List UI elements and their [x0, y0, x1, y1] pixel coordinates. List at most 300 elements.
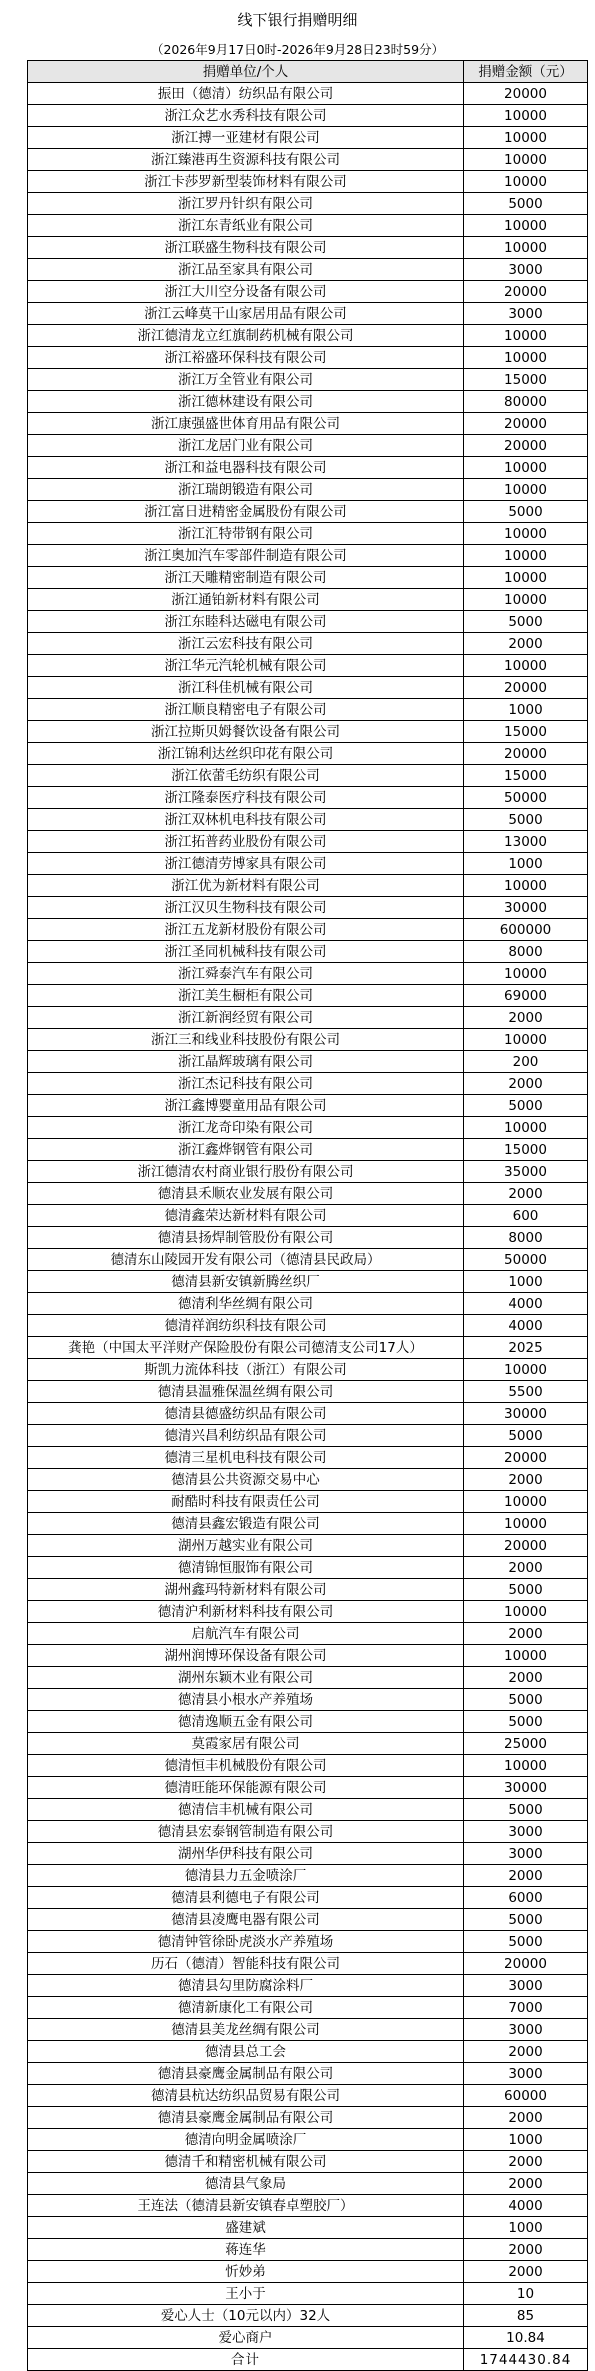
amount-cell: 4000: [464, 2195, 588, 2217]
amount-cell: 1000: [464, 2129, 588, 2151]
table-row: [28, 1337, 588, 1359]
amount-cell: 10000: [464, 655, 588, 677]
donor-name-cell: 浙江云宏科技有限公司: [28, 633, 464, 655]
table-row: [28, 1249, 588, 1271]
table-row: [28, 1183, 588, 1205]
amount-cell: 15000: [464, 765, 588, 787]
table-row: [28, 1667, 588, 1689]
table-row: [28, 479, 588, 501]
donor-name-cell: 王小于: [28, 2283, 464, 2305]
table-row: [28, 2129, 588, 2151]
table-row: [28, 237, 588, 259]
table-row: [28, 1491, 588, 1513]
amount-cell: 2000: [464, 1073, 588, 1095]
amount-cell: 50000: [464, 787, 588, 809]
table-row: [28, 545, 588, 567]
header-donor: 捐赠单位/个人: [28, 61, 464, 83]
donor-name-cell: 浙江三和线业科技股份有限公司: [28, 1029, 464, 1051]
table-row: [28, 633, 588, 655]
table-row: [28, 347, 588, 369]
donor-name-cell: 浙江德清龙立红旗制药机械有限公司: [28, 325, 464, 347]
amount-cell: 10000: [464, 1117, 588, 1139]
amount-cell: 25000: [464, 1733, 588, 1755]
donor-name-cell: 浙江臻港再生资源科技有限公司: [28, 149, 464, 171]
donor-name-cell: 王连法（德清县新安镇春卓塑胶厂）: [28, 2195, 464, 2217]
table-row: [28, 2217, 588, 2239]
amount-cell: 10000: [464, 1755, 588, 1777]
donor-name-cell: 德清县美龙丝绸有限公司: [28, 2019, 464, 2041]
donor-name-cell: 德清钟管徐卧虎淡水产养殖场: [28, 1931, 464, 1953]
table-row: [28, 2261, 588, 2283]
table-row: [28, 2305, 588, 2327]
table-row: [28, 171, 588, 193]
donor-name-cell: 德清县豪鹰金属制品有限公司: [28, 2063, 464, 2085]
donor-name-cell: 浙江卡莎罗新型装饰材料有限公司: [28, 171, 464, 193]
table-row: [28, 83, 588, 105]
table-row: [28, 853, 588, 875]
table-row: [28, 963, 588, 985]
table-row: [28, 809, 588, 831]
table-row: [28, 1381, 588, 1403]
amount-cell: 4000: [464, 1293, 588, 1315]
donor-name-cell: 浙江裕盛环保科技有限公司: [28, 347, 464, 369]
donor-name-cell: 德清祥润纺织科技有限公司: [28, 1315, 464, 1337]
donor-name-cell: 浙江奥加汽车零部件制造有限公司: [28, 545, 464, 567]
table-row: [28, 1689, 588, 1711]
table-row: [28, 677, 588, 699]
table-header-row: [28, 61, 588, 83]
amount-cell: 10000: [464, 875, 588, 897]
amount-cell: 5000: [464, 193, 588, 215]
amount-cell: 10000: [464, 1645, 588, 1667]
table-row: [28, 369, 588, 391]
table-row: [28, 1315, 588, 1337]
amount-cell: 5000: [464, 1799, 588, 1821]
table-row: [28, 1073, 588, 1095]
table-row: [28, 1601, 588, 1623]
donor-name-cell: 德清县宏泰钢管制造有限公司: [28, 1821, 464, 1843]
table-row: [28, 1051, 588, 1073]
donor-name-cell: 浙江顺良精密电子有限公司: [28, 699, 464, 721]
table-row: [28, 1557, 588, 1579]
donor-name-cell: 振田（德清）纺织品有限公司: [28, 83, 464, 105]
amount-cell: 20000: [464, 743, 588, 765]
amount-cell: 10000: [464, 567, 588, 589]
table-row: [28, 589, 588, 611]
amount-cell: 2000: [464, 2261, 588, 2283]
table-row: [28, 1117, 588, 1139]
page-title: 线下银行捐赠明细: [237, 11, 358, 29]
table-row: [28, 765, 588, 787]
table-row: [28, 1227, 588, 1249]
amount-cell: 10000: [464, 1513, 588, 1535]
donor-name-cell: 浙江拉斯贝姆餐饮设备有限公司: [28, 721, 464, 743]
amount-cell: 1000: [464, 699, 588, 721]
amount-cell: 7000: [464, 1997, 588, 2019]
table-row: [28, 567, 588, 589]
amount-cell: 2000: [464, 2107, 588, 2129]
amount-cell: 20000: [464, 281, 588, 303]
table-row: [28, 1293, 588, 1315]
donor-name-cell: 浙江双林机电科技有限公司: [28, 809, 464, 831]
donor-name-cell: 浙江东青纸业有限公司: [28, 215, 464, 237]
amount-cell: 10000: [464, 325, 588, 347]
donor-name-cell: 浙江汉贝生物科技有限公司: [28, 897, 464, 919]
table-row: [28, 2107, 588, 2129]
donor-name-cell: 盛建斌: [28, 2217, 464, 2239]
table-row: [28, 2327, 588, 2349]
table-row: [28, 435, 588, 457]
table-row: [28, 743, 588, 765]
amount-cell: 10000: [464, 347, 588, 369]
amount-cell: 10000: [464, 963, 588, 985]
table-row: [28, 1623, 588, 1645]
donor-name-cell: 浙江鑫烨钢管有限公司: [28, 1139, 464, 1161]
table-row: [28, 1403, 588, 1425]
amount-cell: 4000: [464, 1315, 588, 1337]
total-amount: 1744430.84: [464, 2349, 588, 2371]
table-row: [28, 1139, 588, 1161]
table-row: [28, 1843, 588, 1865]
donor-name-cell: 德清三星机电科技有限公司: [28, 1447, 464, 1469]
donor-name-cell: 历石（德清）智能科技有限公司: [28, 1953, 464, 1975]
amount-cell: 10000: [464, 1491, 588, 1513]
table-row: [28, 897, 588, 919]
donor-name-cell: 浙江锦利达丝织印花有限公司: [28, 743, 464, 765]
table-row: [28, 2151, 588, 2173]
table-row: [28, 1865, 588, 1887]
amount-cell: 600: [464, 1205, 588, 1227]
donor-name-cell: 浙江科佳机械有限公司: [28, 677, 464, 699]
donor-name-cell: 德清县杭达纺织品贸易有限公司: [28, 2085, 464, 2107]
table-row: [28, 1755, 588, 1777]
donor-name-cell: 德清县利德电子有限公司: [28, 1887, 464, 1909]
table-row: [28, 1469, 588, 1491]
table-row: [28, 501, 588, 523]
donor-name-cell: 浙江龙奇印染有限公司: [28, 1117, 464, 1139]
amount-cell: 10000: [464, 127, 588, 149]
table-row: [28, 1447, 588, 1469]
amount-cell: 69000: [464, 985, 588, 1007]
amount-cell: 5000: [464, 501, 588, 523]
amount-cell: 15000: [464, 721, 588, 743]
amount-cell: 2000: [464, 1557, 588, 1579]
amount-cell: 20000: [464, 435, 588, 457]
table-row: [28, 391, 588, 413]
donor-name-cell: 德清县力五金喷涂厂: [28, 1865, 464, 1887]
amount-cell: 5000: [464, 1689, 588, 1711]
donor-name-cell: 浙江德清劳博家具有限公司: [28, 853, 464, 875]
amount-cell: 3000: [464, 1843, 588, 1865]
donor-name-cell: 浙江富日进精密金属股份有限公司: [28, 501, 464, 523]
amount-cell: 20000: [464, 413, 588, 435]
amount-cell: 20000: [464, 1953, 588, 1975]
table-row: [28, 413, 588, 435]
donor-name-cell: 德清县新安镇新腾丝织厂: [28, 1271, 464, 1293]
table-row: [28, 1007, 588, 1029]
amount-cell: 15000: [464, 369, 588, 391]
donor-name-cell: 龚艳（中国太平洋财产保险股份有限公司德清支公司17人）: [28, 1337, 464, 1359]
table-row: [28, 259, 588, 281]
donor-name-cell: 德清县扬焊制管股份有限公司: [28, 1227, 464, 1249]
amount-cell: 3000: [464, 1821, 588, 1843]
donor-name-cell: 浙江东睦科达磁电有限公司: [28, 611, 464, 633]
amount-cell: 5000: [464, 1711, 588, 1733]
donor-name-cell: 浙江美生橱柜有限公司: [28, 985, 464, 1007]
donor-name-cell: 德清县禾顺农业发展有限公司: [28, 1183, 464, 1205]
table-row: [28, 1425, 588, 1447]
amount-cell: 1000: [464, 853, 588, 875]
table-row: [28, 2283, 588, 2305]
amount-cell: 10000: [464, 523, 588, 545]
table-row: [28, 1579, 588, 1601]
amount-cell: 2000: [464, 2151, 588, 2173]
amount-cell: 8000: [464, 1227, 588, 1249]
donor-name-cell: 浙江众艺水秀科技有限公司: [28, 105, 464, 127]
amount-cell: 35000: [464, 1161, 588, 1183]
donor-name-cell: 浙江天雕精密制造有限公司: [28, 567, 464, 589]
amount-cell: 5500: [464, 1381, 588, 1403]
donor-name-cell: 德清沪利新材料科技有限公司: [28, 1601, 464, 1623]
table-row: [28, 1733, 588, 1755]
table-row: [28, 303, 588, 325]
amount-cell: 2000: [464, 1469, 588, 1491]
amount-cell: 20000: [464, 1535, 588, 1557]
table-row: [28, 2085, 588, 2107]
donor-name-cell: 浙江瑞朗锻造有限公司: [28, 479, 464, 501]
amount-cell: 10000: [464, 215, 588, 237]
donor-name-cell: 浙江和益电器科技有限公司: [28, 457, 464, 479]
amount-cell: 15000: [464, 1139, 588, 1161]
donor-name-cell: 浙江拓普药业股份有限公司: [28, 831, 464, 853]
donor-name-cell: 湖州东颖木业有限公司: [28, 1667, 464, 1689]
donor-name-cell: 浙江康强盛世体育用品有限公司: [28, 413, 464, 435]
table-row: [28, 919, 588, 941]
table-row: [28, 2195, 588, 2217]
amount-cell: 5000: [464, 1425, 588, 1447]
donor-name-cell: 浙江隆泰医疗科技有限公司: [28, 787, 464, 809]
table-row: [28, 2041, 588, 2063]
amount-cell: 10.84: [464, 2327, 588, 2349]
donor-name-cell: 德清东山陵园开发有限公司（德清县民政局）: [28, 1249, 464, 1271]
table-row: [28, 1645, 588, 1667]
donor-name-cell: 德清县勾里防腐涂料厂: [28, 1975, 464, 1997]
donor-name-cell: 浙江汇特带钢有限公司: [28, 523, 464, 545]
amount-cell: 5000: [464, 1579, 588, 1601]
amount-cell: 5000: [464, 1095, 588, 1117]
table-row: [28, 1535, 588, 1557]
table-row: [28, 149, 588, 171]
donor-name-cell: 浙江德清农村商业银行股份有限公司: [28, 1161, 464, 1183]
table-row: [28, 193, 588, 215]
table-row: [28, 721, 588, 743]
amount-cell: 1000: [464, 2217, 588, 2239]
donor-name-cell: 德清鑫荣达新材料有限公司: [28, 1205, 464, 1227]
amount-cell: 10000: [464, 589, 588, 611]
donor-name-cell: 浙江晶辉玻璃有限公司: [28, 1051, 464, 1073]
amount-cell: 20000: [464, 677, 588, 699]
table-row: [28, 875, 588, 897]
donor-name-cell: 德清县小根水产养殖场: [28, 1689, 464, 1711]
donor-name-cell: 浙江罗丹针织有限公司: [28, 193, 464, 215]
table-row: [28, 523, 588, 545]
amount-cell: 2000: [464, 2041, 588, 2063]
donor-name-cell: 德清恒丰机械股份有限公司: [28, 1755, 464, 1777]
table-row: [28, 2239, 588, 2261]
total-row: [28, 2349, 588, 2371]
amount-cell: 3000: [464, 2063, 588, 2085]
donor-name-cell: 浙江品至家具有限公司: [28, 259, 464, 281]
amount-cell: 8000: [464, 941, 588, 963]
amount-cell: 10000: [464, 171, 588, 193]
amount-cell: 2000: [464, 2239, 588, 2261]
table-row: [28, 941, 588, 963]
table-row: [28, 127, 588, 149]
amount-cell: 60000: [464, 2085, 588, 2107]
donor-name-cell: 斯凯力流体科技（浙江）有限公司: [28, 1359, 464, 1381]
amount-cell: 10000: [464, 237, 588, 259]
table-row: [28, 325, 588, 347]
donor-name-cell: 浙江杰记科技有限公司: [28, 1073, 464, 1095]
amount-cell: 3000: [464, 303, 588, 325]
amount-cell: 13000: [464, 831, 588, 853]
amount-cell: 20000: [464, 1447, 588, 1469]
table-row: [28, 787, 588, 809]
donor-name-cell: 浙江华元汽轮机械有限公司: [28, 655, 464, 677]
amount-cell: 10000: [464, 105, 588, 127]
donor-name-cell: 德清县凌鹰电器有限公司: [28, 1909, 464, 1931]
table-row: [28, 655, 588, 677]
amount-cell: 10000: [464, 1029, 588, 1051]
donor-name-cell: 爱心人士（10元以内）32人: [28, 2305, 464, 2327]
amount-cell: 10000: [464, 479, 588, 501]
donor-name-cell: 德清利华丝绸有限公司: [28, 1293, 464, 1315]
amount-cell: 2000: [464, 1183, 588, 1205]
amount-cell: 5000: [464, 611, 588, 633]
table-row: [28, 1095, 588, 1117]
total-label: 合计: [28, 2349, 464, 2371]
amount-cell: 2000: [464, 2173, 588, 2195]
table-row: [28, 1359, 588, 1381]
donor-name-cell: 德清县总工会: [28, 2041, 464, 2063]
donor-name-cell: 浙江鑫博婴童用品有限公司: [28, 1095, 464, 1117]
table-row: [28, 2063, 588, 2085]
table-row: [28, 611, 588, 633]
amount-cell: 3000: [464, 1975, 588, 1997]
amount-cell: 2000: [464, 1865, 588, 1887]
table-row: [28, 1777, 588, 1799]
donor-name-cell: 湖州华伊科技有限公司: [28, 1843, 464, 1865]
table-row: [28, 2173, 588, 2195]
amount-cell: 2000: [464, 1623, 588, 1645]
donor-name-cell: 浙江舜泰汽车有限公司: [28, 963, 464, 985]
header-amount: 捐赠金额（元）: [464, 61, 588, 83]
table-row: [28, 1975, 588, 1997]
donor-name-cell: 湖州万越实业有限公司: [28, 1535, 464, 1557]
donor-name-cell: 启航汽车有限公司: [28, 1623, 464, 1645]
amount-cell: 10000: [464, 545, 588, 567]
amount-cell: 2025: [464, 1337, 588, 1359]
donor-name-cell: 浙江通铂新材料有限公司: [28, 589, 464, 611]
date-range-subtitle: （2026年9月17日0时-2026年9月28日23时59分）: [150, 42, 445, 57]
table-row: [28, 985, 588, 1007]
table-row: [28, 105, 588, 127]
donor-name-cell: 浙江依蕾毛纺织有限公司: [28, 765, 464, 787]
amount-cell: 200: [464, 1051, 588, 1073]
table-row: [28, 2019, 588, 2041]
table-row: [28, 1997, 588, 2019]
donor-name-cell: 浙江龙居门业有限公司: [28, 435, 464, 457]
amount-cell: 2000: [464, 1667, 588, 1689]
donor-name-cell: 德清县豪鹰金属制品有限公司: [28, 2107, 464, 2129]
amount-cell: 6000: [464, 1887, 588, 1909]
amount-cell: 20000: [464, 83, 588, 105]
table-row: [28, 1931, 588, 1953]
table-row: [28, 1909, 588, 1931]
donor-name-cell: 德清兴昌利纺织品有限公司: [28, 1425, 464, 1447]
donor-name-cell: 浙江大川空分设备有限公司: [28, 281, 464, 303]
amount-cell: 5000: [464, 809, 588, 831]
donor-name-cell: 浙江新润经贸有限公司: [28, 1007, 464, 1029]
donor-name-cell: 浙江五龙新材股份有限公司: [28, 919, 464, 941]
amount-cell: 30000: [464, 1403, 588, 1425]
table-row: [28, 1161, 588, 1183]
amount-cell: 80000: [464, 391, 588, 413]
donor-name-cell: 莫霞家居有限公司: [28, 1733, 464, 1755]
table-row: [28, 1821, 588, 1843]
table-row: [28, 1029, 588, 1051]
donor-name-cell: 浙江万全管业有限公司: [28, 369, 464, 391]
table-row: [28, 1205, 588, 1227]
donor-name-cell: 德清县鑫宏锻造有限公司: [28, 1513, 464, 1535]
amount-cell: 10000: [464, 1601, 588, 1623]
donor-name-cell: 德清县气象局: [28, 2173, 464, 2195]
table-row: [28, 1799, 588, 1821]
amount-cell: 50000: [464, 1249, 588, 1271]
amount-cell: 2000: [464, 1007, 588, 1029]
table-row: [28, 1953, 588, 1975]
donor-name-cell: 湖州鑫玛特新材料有限公司: [28, 1579, 464, 1601]
amount-cell: 600000: [464, 919, 588, 941]
donor-name-cell: 德清信丰机械有限公司: [28, 1799, 464, 1821]
donor-name-cell: 德清逸顺五金有限公司: [28, 1711, 464, 1733]
amount-cell: 1000: [464, 1271, 588, 1293]
donor-name-cell: 德清旺能环保能源有限公司: [28, 1777, 464, 1799]
table-row: [28, 1513, 588, 1535]
donor-name-cell: 德清新康化工有限公司: [28, 1997, 464, 2019]
donor-name-cell: 德清县公共资源交易中心: [28, 1469, 464, 1491]
table-row: [28, 1887, 588, 1909]
donor-name-cell: 耐酷时科技有限责任公司: [28, 1491, 464, 1513]
donor-name-cell: 德清县温雅保温丝绸有限公司: [28, 1381, 464, 1403]
donor-name-cell: 浙江圣同机械科技有限公司: [28, 941, 464, 963]
donor-name-cell: 浙江联盛生物科技有限公司: [28, 237, 464, 259]
amount-cell: 3000: [464, 2019, 588, 2041]
amount-cell: 10000: [464, 149, 588, 171]
amount-cell: 10: [464, 2283, 588, 2305]
table-row: [28, 281, 588, 303]
amount-cell: 85: [464, 2305, 588, 2327]
amount-cell: 5000: [464, 1931, 588, 1953]
donor-name-cell: 蒋连华: [28, 2239, 464, 2261]
table-row: [28, 831, 588, 853]
donor-name-cell: 德清锦恒服饰有限公司: [28, 1557, 464, 1579]
donor-name-cell: 德清向明金属喷涂厂: [28, 2129, 464, 2151]
donation-table: [27, 60, 588, 2371]
donor-name-cell: 德清千和精密机械有限公司: [28, 2151, 464, 2173]
donor-name-cell: 浙江云峰莫干山家居用品有限公司: [28, 303, 464, 325]
table-row: [28, 1271, 588, 1293]
